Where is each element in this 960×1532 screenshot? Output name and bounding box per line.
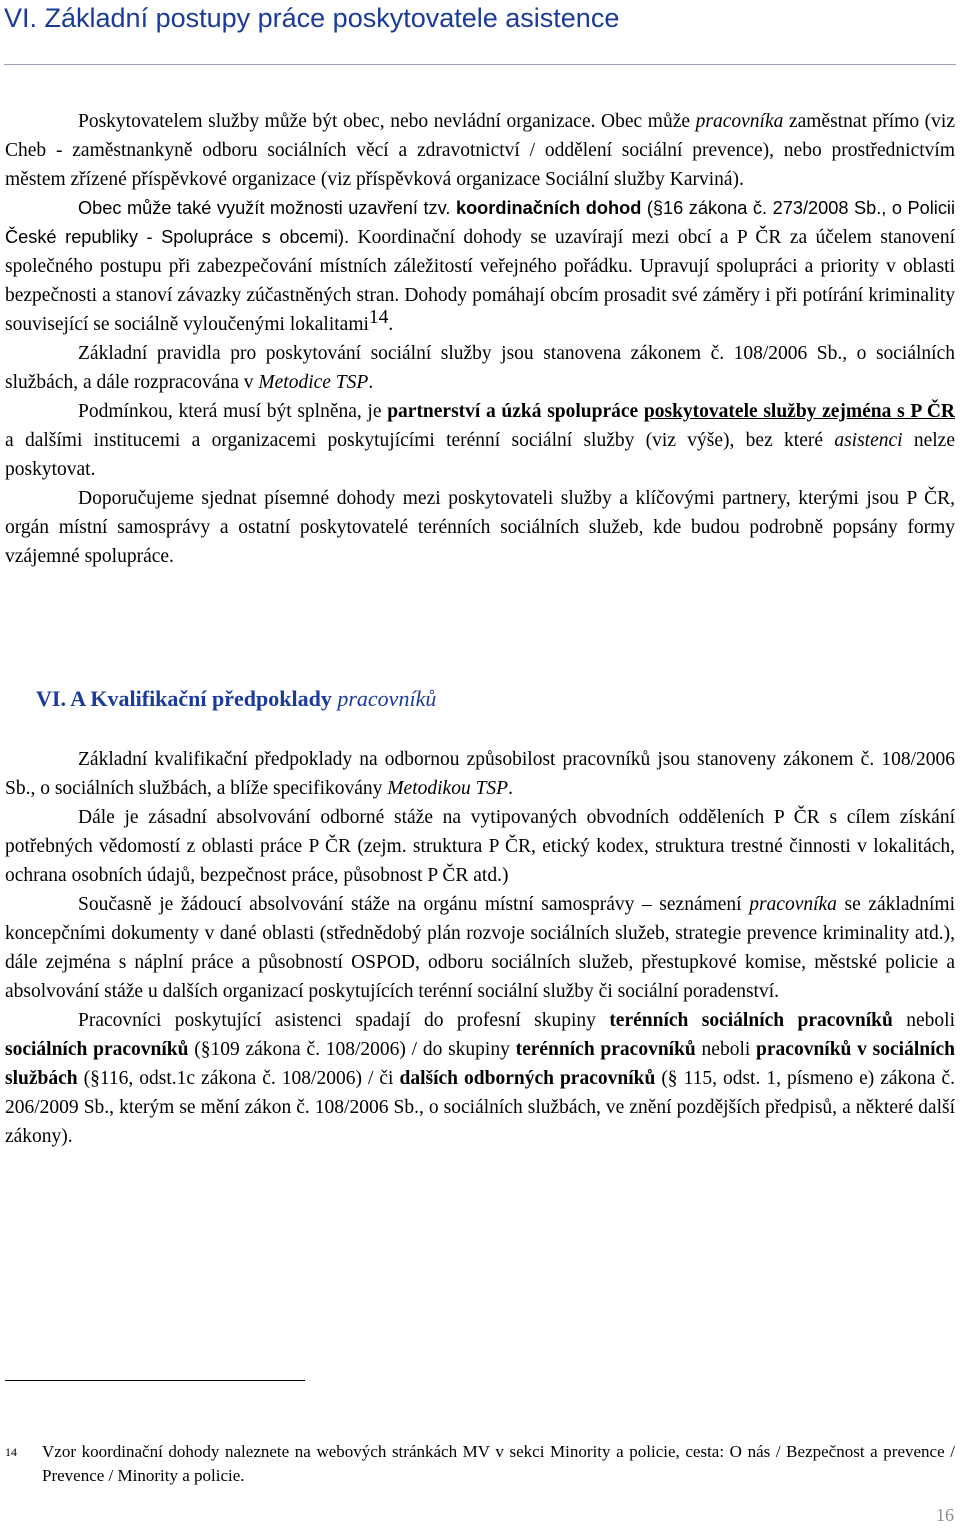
title-divider bbox=[4, 64, 956, 65]
paragraph-3: Základní pravidla pro poskytování sociální služby jsou stanovena zákonem č. 108/2006 Sb., o sociálních službách, a dále rozpracována v Metodice TSP. bbox=[5, 343, 955, 393]
footnote-reference: 14 bbox=[368, 306, 389, 328]
paragraph-1: Poskytovatelem služby může být obec, nebo nevládní organizace. Obec může pracovníka zaměstnat přímo (viz Cheb - zaměstnankyně odboru sociálních věcí a zdravotnictví / oddělení sociální prevence), nebo prostřednictvím městem zřízené příspěvkové organizace (viz příspěvková organizace Sociální služby Karviná). bbox=[5, 111, 955, 190]
paragraph-4: Podmínkou, která musí být splněna, je partnerství a úzká spolupráce poskytovatele služby zejména s P ČR a dalšími institucemi a organizacemi poskytujícími terénní sociální služby (viz výše), bez které asistenci nelze poskytovat. bbox=[5, 401, 956, 480]
paragraph-9: Pracovníci poskytující asistenci spadají do profesní skupiny terénních sociálních pracovníků neboli sociálních pracovníků (§109 zákona č. 108/2006) / do skupiny terénních pracovníků neboli pracovníků v sociálních službách (§116, odst.1c zákona č. 108/2006) / či dalších odborných pracovníků (§ 115, odst. 1, písmeno e) zákona č. 206/2009 Sb., kterým se mění zákon č. 108/2006 Sb., o sociálních službách, ve znění pozdějších předpisů, a některé další zákony). bbox=[5, 1010, 956, 1147]
paragraph-2: Obec může také využít možnosti uzavření tzv. koordinačních dohod (§16 zákona č. 273/2008 Sb., o Policii České republiky - Spolupráce s obcemi). Koordinační dohody se uzavírají mezi obcí a P ČR za účelem stanovení společného postupu při zabezpečování místních záležitostí veřejného pořádku. Upravují spolupráci a priority v oblasti bezpečnosti a stanoví závazky zúčastněných stran. Dohody pomáhají obcím prosadit své záměry i při potírání kriminality související se sociálně vyloučenými lokalitami$^{14}$. bbox=[5, 198, 955, 335]
footnote bbox=[5, 1440, 955, 1488]
paragraph-5: Doporučujeme sjednat písemné dohody mezi poskytovateli služby a klíčovými partnery, kterými jsou P ČR, orgán místní samosprávy a ostatní poskytovatelé terénních sociálních služeb, kde budou podrobně popsány formy vzájemné spolupráce. bbox=[5, 488, 955, 567]
page-title: VI. Základní postupy práce poskytovatele asistence bbox=[4, 3, 620, 33]
paragraph-8: Současně je žádoucí absolvování stáže na orgánu místní samosprávy – seznámení pracovníka se základními koncepčními dokumenty v dané oblasti (střednědobý plán rozvoje sociálních služeb, strategie prevence kriminality atd.), dále zejména s náplní práce a působností OSPOD, odboru sociálních služeb, přestupkové komise, městské policie a absolvování stáže u dalších organizací poskytujících terénní sociální služby či sociální poradenství. bbox=[5, 894, 955, 1002]
section-2-body bbox=[5, 745, 955, 1151]
footnote-text: Vzor koordinační dohody naleznete na webových stránkách MV v sekci Minority a policie, cesta: O nás / Bezpečnost a prevence / Prevence / Minority a policie. bbox=[42, 1442, 955, 1485]
paragraph-6: Základní kvalifikační předpoklady na odbornou způsobilost pracovníků jsou stanoveny zákonem č. 108/2006 Sb., o sociálních službách, a blíže specifikovány Metodikou TSP. bbox=[5, 749, 955, 799]
paragraph-7: Dále je zásadní absolvování odborné stáže na vytipovaných obvodních odděleních P ČR s cílem získání potřebných vědomostí z oblasti práce P ČR (zejm. struktura P ČR, etický kodex, struktura trestné činnosti v lokalitách, ochrana osobních údajů, bezpečnost práce, působnost P ČR atd.) bbox=[5, 807, 955, 886]
section-1-body bbox=[5, 107, 955, 571]
footnote-divider bbox=[5, 1380, 305, 1381]
page-number: 16 bbox=[936, 1505, 954, 1525]
section-heading: VI. A Kvalifikační předpoklady pracovníků bbox=[36, 686, 437, 711]
footnote-mark: 14 bbox=[5, 1445, 17, 1459]
